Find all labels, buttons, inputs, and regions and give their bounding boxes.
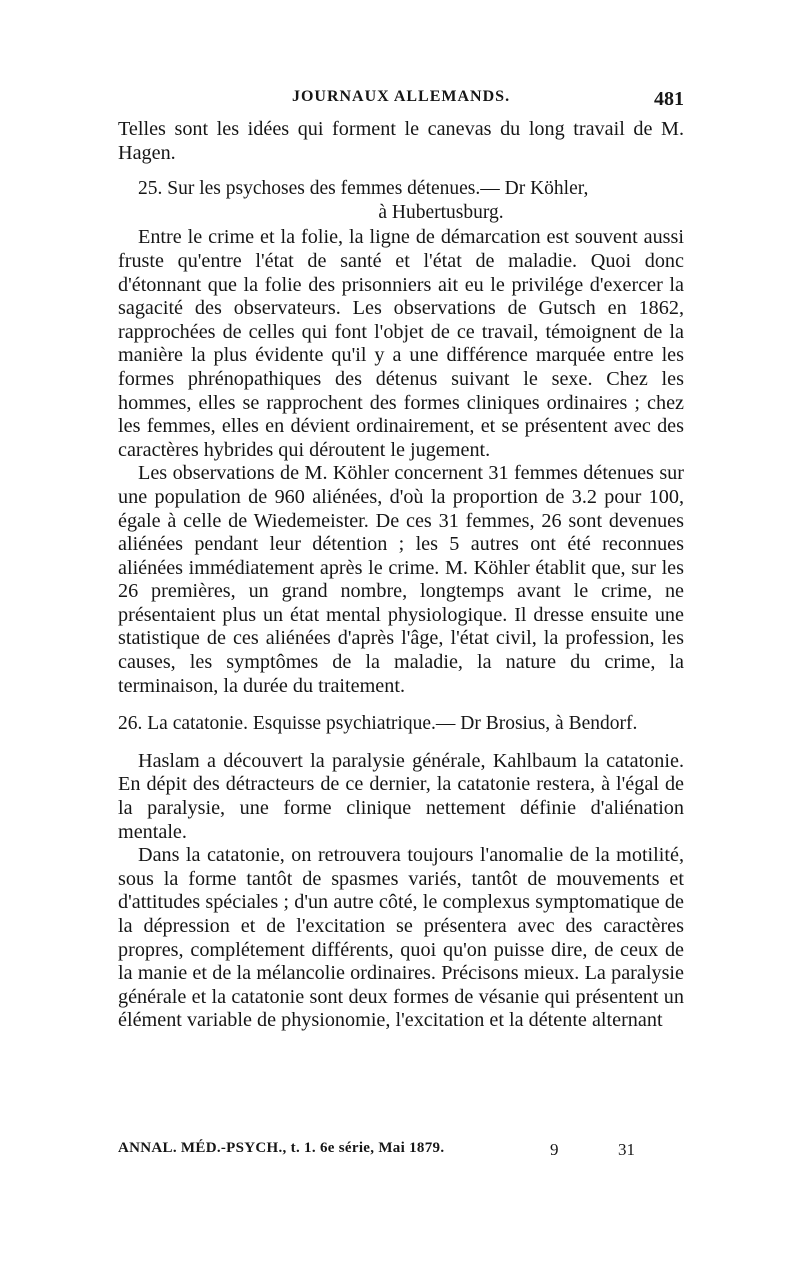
paragraph-catatonie-motilite: Dans la catatonie, on retrouvera toujours l'anomalie de la motilité, sous la forme tantôt de spasmes variés, tantôt de mouvements et d'attitudes spéciales ; d'un autre côté, le complexus symptomatique de la dépression et de l'excitation se présentera avec des caractères propres, complétement différents, quoi qu'on puisse dire, de ceux de la manie et de la mélancolie ordinaires. Précisons mieux. La paralysie générale et la catatonie sont deux formes de vésanie qui présentent un élément variable de physionomie, l'excitation et la détente alternant — [118, 844, 684, 1032]
paragraph-crime-folie: Entre le crime et la folie, la ligne de démarcation est souvent aussi fruste qu'entre l'état de santé et l'état de maladie. Quoi donc d'étonnant que la folie des prisonniers ait eu le privilége d'exercer la sagacité des observateurs. Les observations de Gutsch en 1862, rapprochées de celles qui font l'objet de ce travail, témoignent de la manière la plus évidente qu'il y a une différence marquée entre les formes phrénopathiques des détenus suivant le sexe. Chez les hommes, elles se rapprochent des formes cliniques ordinaires ; chez les femmes, elles en dévient ordinairement, et se présentent avec des caractères hybrides qui déroutent le jugement. — [118, 226, 684, 461]
running-head — [118, 88, 684, 118]
paragraph-hagen-conclusion: Telles sont les idées qui forment le canevas du long travail de M. Hagen. — [118, 118, 684, 164]
footer-gathering-number: 31 — [618, 1140, 635, 1159]
section-25-title: 25. Sur les psychoses des femmes détenues.— Dr Köhler, — [138, 178, 589, 200]
section-25-place: à Hubertusburg. — [378, 201, 504, 223]
body-text — [118, 118, 684, 1033]
paragraph-haslam-kahlbaum: Haslam a découvert la paralysie générale, Kahlbaum la catatonie. En dépit des détracteurs de ce dernier, la catatonie restera, à l'égal de la paralysie, une forme clinique nettement définie d'aliénation mentale. — [118, 749, 684, 843]
page-number: 481 — [654, 88, 684, 110]
section-25-heading — [118, 177, 684, 224]
section-26-heading: 26. La catatonie. Esquisse psychiatrique.— Dr Brosius, à Bendorf. — [118, 713, 638, 735]
paragraph-kohler-observations: Les observations de M. Köhler concernent 31 femmes détenues sur une population de 960 aliénées, d'où la proportion de 3.2 pour 100, égale à celle de Wiedemeister. De ces 31 femmes, 26 sont devenues aliénées pendant leur détention ; les 5 autres ont été reconnues aliénées immédiatement après le crime. M. Köhler établit que, sur les 26 premières, un grand nombre, longtemps avant le crime, ne présentaient plus un état mental physiologique. Il dresse ensuite une statistique de ces aliénées d'après l'âge, l'état civil, la profession, les causes, les symptômes de la maladie, la nature du crime, la terminaison, la durée du traitement. — [118, 462, 684, 697]
footer-sheet-number: 9 — [550, 1140, 559, 1159]
footer-signature: ANNAL. MÉD.-PSYCH., t. 1. 6e série, Mai 1879. — [118, 1140, 445, 1156]
page-footer — [118, 1140, 684, 1164]
running-title: JOURNAUX ALLEMANDS. — [291, 88, 511, 105]
